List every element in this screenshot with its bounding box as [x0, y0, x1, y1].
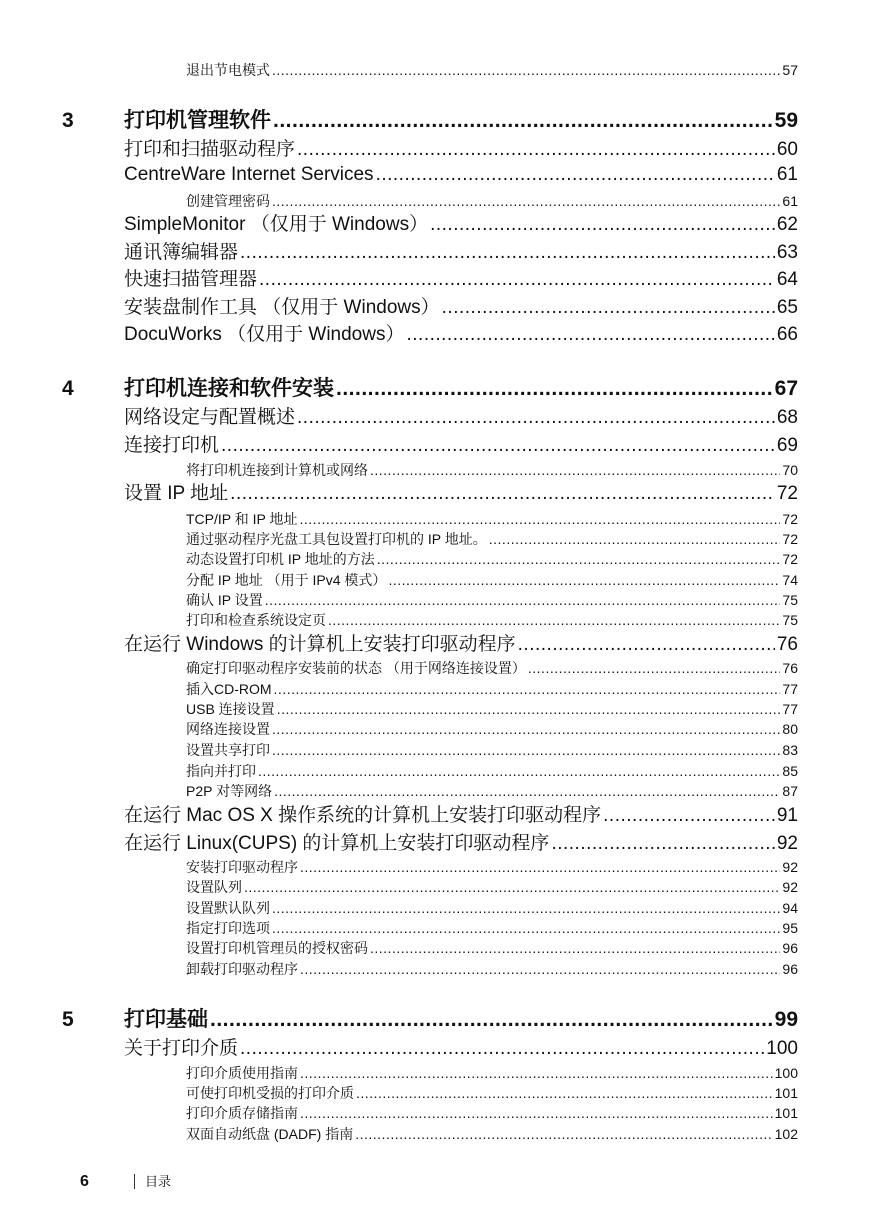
toc-chapter-page: 59: [774, 109, 798, 132]
toc-chapter-page: 67: [774, 377, 798, 400]
toc-entry-page: 65: [776, 297, 798, 318]
toc-entry-page: 57: [782, 62, 798, 78]
toc-entry-title: 在运行 Mac OS X 操作系统的计算机上安装打印驱动程序: [124, 805, 602, 826]
toc-entry[interactable]: [124, 267, 798, 293]
toc-entry[interactable]: [186, 460, 798, 480]
dot-leader: [272, 191, 780, 211]
toc-entry-title: 指向并打印: [186, 763, 256, 779]
dot-leader: [355, 1124, 772, 1144]
toc-entry[interactable]: [124, 322, 798, 348]
dot-leader: [603, 803, 775, 829]
toc-entry-title: 设置队列: [186, 879, 242, 895]
toc-entry[interactable]: [186, 740, 798, 760]
toc-entry-page: 92: [776, 833, 798, 854]
dot-leader: [272, 740, 780, 760]
dot-leader: [388, 570, 780, 590]
toc-entry-page: 101: [774, 1085, 798, 1101]
toc-entry[interactable]: [124, 632, 798, 658]
toc-entry[interactable]: [186, 959, 798, 979]
dot-leader: [210, 1005, 773, 1035]
toc-entry-page: 76: [782, 660, 798, 676]
toc-entry-title: 双面自动纸盘 (DADF) 指南: [186, 1126, 354, 1142]
toc-entry[interactable]: [186, 1124, 798, 1144]
dot-leader: [221, 433, 775, 459]
toc-entry-title: 在运行 Linux(CUPS) 的计算机上安装打印驱动程序: [124, 833, 550, 854]
toc-entry-page: 100: [774, 1065, 798, 1081]
dot-leader: [274, 679, 781, 699]
toc-entry-page: 100: [766, 1038, 798, 1059]
dot-leader: [406, 322, 774, 348]
toc-entry[interactable]: [186, 679, 798, 699]
toc-entry[interactable]: [186, 191, 798, 211]
dot-leader: [272, 60, 780, 80]
dot-leader: [370, 460, 780, 480]
toc-entry-title: 确定打印驱动程序安装前的状态 （用于网络连接设置）: [186, 660, 526, 676]
chapter-number: 5: [62, 1008, 74, 1031]
toc-entry-page: 95: [782, 920, 798, 936]
toc-entry-page: 77: [782, 681, 798, 697]
toc-entry-page: 75: [782, 592, 798, 608]
toc-entry-page: 77: [782, 701, 798, 717]
footer-page-number: 6: [80, 1173, 89, 1190]
footer-divider: [134, 1174, 135, 1189]
dot-leader: [489, 529, 781, 549]
toc-entry-page: 83: [782, 742, 798, 758]
toc-entry[interactable]: [186, 877, 798, 897]
toc-entry-title: 将打印机连接到计算机或网络: [186, 462, 368, 478]
dot-leader: [240, 1036, 764, 1062]
dot-leader: [551, 831, 774, 857]
toc-entry[interactable]: [124, 137, 798, 163]
toc-entry[interactable]: [186, 857, 798, 877]
toc-entry-title: 通讯簿编辑器: [124, 242, 239, 263]
toc-entry-title: DocuWorks （仅用于 Windows）: [124, 324, 405, 345]
toc-entry-title: 网络设定与配置概述: [124, 407, 296, 428]
dot-leader: [442, 295, 775, 321]
toc-chapter-title: 打印基础: [124, 1008, 208, 1031]
toc-entry-title: 分配 IP 地址 （用于 IPv4 模式）: [186, 572, 387, 588]
toc-entry-page: 74: [782, 572, 798, 588]
dot-leader: [430, 212, 775, 238]
toc-entry[interactable]: [186, 898, 798, 918]
toc-entry-page: 72: [782, 531, 798, 547]
toc-entry-title: 连接打印机: [124, 435, 220, 456]
toc-entry-title: 指定打印选项: [186, 920, 270, 936]
toc-entry-page: 80: [782, 721, 798, 737]
toc-entry-page: 102: [774, 1126, 798, 1142]
toc-entry-page: 96: [782, 961, 798, 977]
toc-entry[interactable]: [186, 610, 798, 630]
toc-entry[interactable]: [124, 162, 798, 188]
toc-entry[interactable]: [186, 60, 798, 80]
toc-entry[interactable]: [124, 240, 798, 266]
chapter-number: 4: [62, 377, 74, 400]
toc-entry[interactable]: [124, 481, 798, 507]
dot-leader: [272, 719, 780, 739]
toc-entry-page: 96: [782, 940, 798, 956]
toc-entry-title: 通过驱动程序光盘工具包设置打印机的 IP 地址。: [186, 531, 487, 547]
dot-leader: [300, 509, 781, 529]
toc-entry-title: 确认 IP 设置: [186, 592, 263, 608]
toc-entry-page: 72: [776, 483, 798, 504]
toc-entry-title: 可使打印机受损的打印介质: [186, 1085, 354, 1101]
toc-entry[interactable]: [186, 781, 798, 801]
toc-entry-page: 64: [776, 269, 798, 290]
dot-leader: [265, 590, 781, 610]
toc-entry-page: 76: [776, 634, 798, 655]
toc-entry[interactable]: [186, 719, 798, 739]
toc-chapter-page: 99: [774, 1008, 798, 1031]
toc-entry-title: 打印介质使用指南: [186, 1065, 298, 1081]
toc-entry-page: 87: [782, 783, 798, 799]
footer-section-label: 目录: [145, 1174, 172, 1189]
toc-entry-title: 网络连接设置: [186, 721, 270, 737]
toc-entry[interactable]: [186, 509, 798, 529]
toc-entry[interactable]: [124, 831, 798, 857]
dot-leader: [277, 699, 781, 719]
dot-leader: [300, 1063, 773, 1083]
toc-entry-title: 卸载打印驱动程序: [186, 961, 298, 977]
toc-entry-title: 打印和检查系统设定页: [186, 612, 326, 628]
dot-leader: [300, 1103, 773, 1123]
toc-entry-title: 插入CD-ROM: [186, 681, 272, 697]
chapter-number: 3: [62, 109, 74, 132]
toc-entry-title: USB 连接设置: [186, 701, 275, 717]
dot-leader: [297, 137, 775, 163]
dot-leader: [259, 267, 775, 293]
toc-entry[interactable]: [186, 699, 798, 719]
toc-entry[interactable]: [186, 549, 798, 569]
dot-leader: [356, 1083, 773, 1103]
toc-entry-title: 退出节电模式: [186, 62, 270, 78]
toc-entry-title: CentreWare Internet Services: [124, 164, 374, 185]
dot-leader: [518, 632, 775, 658]
toc-entry-page: 85: [782, 763, 798, 779]
dot-leader: [274, 781, 780, 801]
toc-entry[interactable]: [186, 918, 798, 938]
toc-chapter-entry[interactable]: [124, 1005, 798, 1035]
toc-entry-title: 打印介质存储指南: [186, 1105, 298, 1121]
toc-entry-page: 94: [782, 900, 798, 916]
toc-entry[interactable]: [186, 761, 798, 781]
toc-chapter-entry[interactable]: [124, 374, 798, 404]
toc-entry[interactable]: [124, 212, 798, 238]
toc-entry[interactable]: [124, 295, 798, 321]
toc-entry[interactable]: [186, 938, 798, 958]
toc-entry-title: 打印和扫描驱动程序: [124, 139, 296, 160]
toc-entry-title: 在运行 Windows 的计算机上安装打印驱动程序: [124, 634, 516, 655]
dot-leader: [300, 959, 780, 979]
toc-entry-title: 创建管理密码: [186, 193, 270, 209]
dot-leader: [273, 106, 773, 136]
toc-entry[interactable]: [186, 590, 798, 610]
toc-entry-page: 70: [782, 462, 798, 478]
dot-leader: [300, 857, 780, 877]
toc-entry-page: 60: [776, 139, 798, 160]
toc-entry-page: 72: [782, 551, 798, 567]
toc-entry-page: 75: [782, 612, 798, 628]
dot-leader: [272, 918, 780, 938]
dot-leader: [336, 374, 773, 404]
toc-entry-title: 动态设置打印机 IP 地址的方法: [186, 551, 375, 567]
toc-entry[interactable]: [124, 803, 798, 829]
toc-entry-page: 72: [782, 511, 798, 527]
toc-entry-title: 设置 IP 地址: [124, 483, 229, 504]
dot-leader: [376, 162, 775, 188]
toc-entry-title: TCP/IP 和 IP 地址: [186, 511, 298, 527]
dot-leader: [377, 549, 781, 569]
toc-entry[interactable]: [124, 1036, 798, 1062]
toc-entry-title: 关于打印介质: [124, 1038, 239, 1059]
toc-entry[interactable]: [124, 405, 798, 431]
toc-entry-title: 设置共享打印: [186, 742, 270, 758]
toc-chapter-entry[interactable]: [124, 106, 798, 136]
toc-entry-page: 62: [776, 214, 798, 235]
dot-leader: [272, 898, 780, 918]
dot-leader: [240, 240, 775, 266]
dot-leader: [528, 658, 781, 678]
toc-entry-page: 92: [782, 879, 798, 895]
toc-entry-page: 92: [782, 859, 798, 875]
toc-chapter-title: 打印机连接和软件安装: [124, 377, 334, 400]
dot-leader: [244, 877, 780, 897]
toc-entry[interactable]: [186, 658, 798, 678]
toc-entry-page: 101: [774, 1105, 798, 1121]
toc-entry[interactable]: [186, 1083, 798, 1103]
toc-entry[interactable]: [186, 570, 798, 590]
toc-entry-title: P2P 对等网络: [186, 783, 273, 799]
dot-leader: [258, 761, 780, 781]
toc-entry-page: 61: [776, 164, 798, 185]
toc-entry-page: 63: [776, 242, 798, 263]
toc-entry-title: 安装打印驱动程序: [186, 859, 298, 875]
toc-entry-title: 安装盘制作工具 （仅用于 Windows）: [124, 297, 440, 318]
toc-entry-page: 68: [776, 407, 798, 428]
dot-leader: [328, 610, 780, 630]
dot-leader: [370, 938, 780, 958]
toc-entry[interactable]: [186, 1063, 798, 1083]
toc-entry-title: SimpleMonitor （仅用于 Windows）: [124, 214, 429, 235]
toc-entry-title: 快速扫描管理器: [124, 269, 258, 290]
toc-entry-page: 61: [782, 193, 798, 209]
toc-chapter-title: 打印机管理软件: [124, 109, 271, 132]
toc-entry[interactable]: [186, 1103, 798, 1123]
dot-leader: [297, 405, 775, 431]
toc-entry[interactable]: [124, 433, 798, 459]
dot-leader: [230, 481, 775, 507]
toc-entry-page: 69: [776, 435, 798, 456]
toc-entry-title: 设置默认队列: [186, 900, 270, 916]
toc-entry[interactable]: [186, 529, 798, 549]
toc-entry-title: 设置打印机管理员的授权密码: [186, 940, 368, 956]
toc-entry-page: 91: [776, 805, 798, 826]
toc-entry-page: 66: [776, 324, 798, 345]
